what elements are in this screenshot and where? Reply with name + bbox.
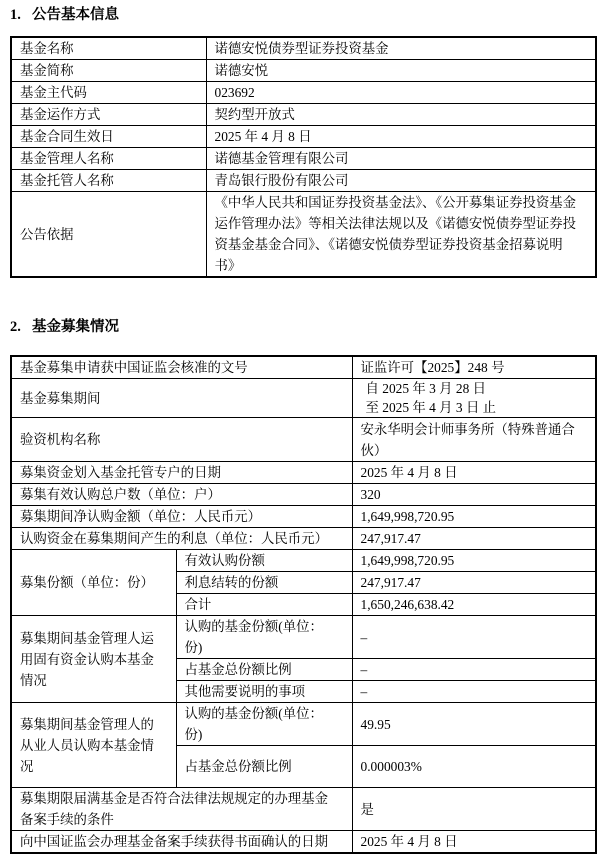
row-csrc-approval-number: [11, 356, 596, 379]
row-value: 1,649,998,720.95: [352, 506, 596, 528]
row-staff-shares: [11, 703, 596, 746]
row-label: 基金合同生效日: [11, 126, 206, 148]
fund-raising-table: [10, 355, 597, 854]
section-1-number: 1.: [10, 7, 21, 23]
section-1-title: 公告基本信息: [32, 7, 119, 23]
row-value: 是: [352, 788, 596, 831]
row-compliance-with-regulations: [11, 788, 596, 831]
row-label: 认购资金在募集期间产生的利息（单位：人民币元）: [11, 528, 352, 550]
row-value: 证监许可【2025】248 号: [352, 356, 596, 379]
row-announcement-basis: [11, 192, 596, 278]
row-label: 基金名称: [11, 37, 206, 60]
staff-group-label: 募集期间基金管理人的从业人员认购本基金情况: [11, 703, 176, 788]
row-value: 青岛银行股份有限公司: [206, 170, 596, 192]
row-value: 2025 年 4 月 8 日: [352, 462, 596, 484]
row-label: 基金简称: [11, 60, 206, 82]
row-value: 2025 年 4 月 8 日: [206, 126, 596, 148]
row-capital-verifier: [11, 418, 596, 462]
row-value: 诺德基金管理有限公司: [206, 148, 596, 170]
row-sublabel: 合计: [176, 594, 352, 616]
row-value: –: [352, 659, 596, 681]
row-sublabel: 有效认购份额: [176, 550, 352, 572]
row-value: 320: [352, 484, 596, 506]
row-sublabel: 认购的基金份额(单位：份): [176, 616, 352, 659]
row-csrc-written-confirmation-date: [11, 831, 596, 854]
row-label: 验资机构名称: [11, 418, 352, 462]
row-value: 诺德安悦债券型证券投资基金: [206, 37, 596, 60]
row-value: [352, 379, 596, 418]
row-contract-effective-date: [11, 126, 596, 148]
row-sublabel: 认购的基金份额(单位：份): [176, 703, 352, 746]
row-value: 1,650,246,638.42: [352, 594, 596, 616]
row-value: 247,917.47: [352, 528, 596, 550]
row-label: 基金管理人名称: [11, 148, 206, 170]
row-label: 向中国证监会办理基金备案手续获得书面确认的日期: [11, 831, 352, 854]
row-label: 募集期间净认购金额（单位：人民币元）: [11, 506, 352, 528]
row-fund-name: [11, 37, 596, 60]
row-value: 1,649,998,720.95: [352, 550, 596, 572]
row-value: 诺德安悦: [206, 60, 596, 82]
row-fund-main-code: [11, 82, 596, 104]
row-label: 基金运作方式: [11, 104, 206, 126]
row-custodian-name: [11, 170, 596, 192]
row-manager-name: [11, 148, 596, 170]
row-raising-period: [11, 379, 596, 418]
row-value: 2025 年 4 月 8 日: [352, 831, 596, 854]
period-to: 至 2025 年 4 月 3 日 止: [365, 400, 497, 415]
section-2-heading: [10, 319, 597, 335]
row-label: 募集有效认购总户数（单位：户）: [11, 484, 352, 506]
row-value: 契约型开放式: [206, 104, 596, 126]
row-net-subscription-amount: [11, 506, 596, 528]
basic-info-table: [10, 36, 597, 278]
row-value: 247,917.47: [352, 572, 596, 594]
row-sublabel: 占基金总份额比例: [176, 659, 352, 681]
row-label: 募集资金划入基金托管专户的日期: [11, 462, 352, 484]
row-value: –: [352, 616, 596, 659]
row-fund-short-name: [11, 60, 596, 82]
section-2-title: 基金募集情况: [32, 319, 119, 335]
row-sublabel: 占基金总份额比例: [176, 746, 352, 788]
row-label: 公告依据: [11, 192, 206, 278]
shares-group-label: 募集份额（单位：份）: [11, 550, 176, 616]
row-value: 安永华明会计师事务所（特殊普通合伙）: [352, 418, 596, 462]
row-transfer-date: [11, 462, 596, 484]
row-operation-mode: [11, 104, 596, 126]
row-label: 基金托管人名称: [11, 170, 206, 192]
row-label: 基金主代码: [11, 82, 206, 104]
row-sublabel: 其他需要说明的事项: [176, 681, 352, 703]
row-value: 49.95: [352, 703, 596, 746]
row-shares-valid: [11, 550, 596, 572]
row-label: 募集期限届满基金是否符合法律法规规定的办理基金备案手续的条件: [11, 788, 352, 831]
manager-own-group-label: 募集期间基金管理人运用固有资金认购本基金情况: [11, 616, 176, 703]
row-valid-subscriber-count: [11, 484, 596, 506]
row-value: 0.000003%: [352, 746, 596, 788]
section-1-heading: [10, 7, 597, 23]
row-interest-during-raising: [11, 528, 596, 550]
section-2-number: 2.: [10, 319, 21, 335]
period-from: 自 2025 年 3 月 28 日: [365, 381, 487, 396]
row-label: 基金募集期间: [11, 379, 352, 418]
row-label: 基金募集申请获中国证监会核准的文号: [11, 356, 352, 379]
row-value: 《中华人民共和国证券投资基金法》、《公开募集证券投资基金运作管理办法》等相关法律法规以及《诺德安悦债券型证券投资基金基金合同》、《诺德安悦债券型证券投资基金招募说明书》: [206, 192, 596, 278]
row-value: 023692: [206, 82, 596, 104]
row-value: –: [352, 681, 596, 703]
row-manager-own-shares: [11, 616, 596, 659]
row-sublabel: 利息结转的份额: [176, 572, 352, 594]
